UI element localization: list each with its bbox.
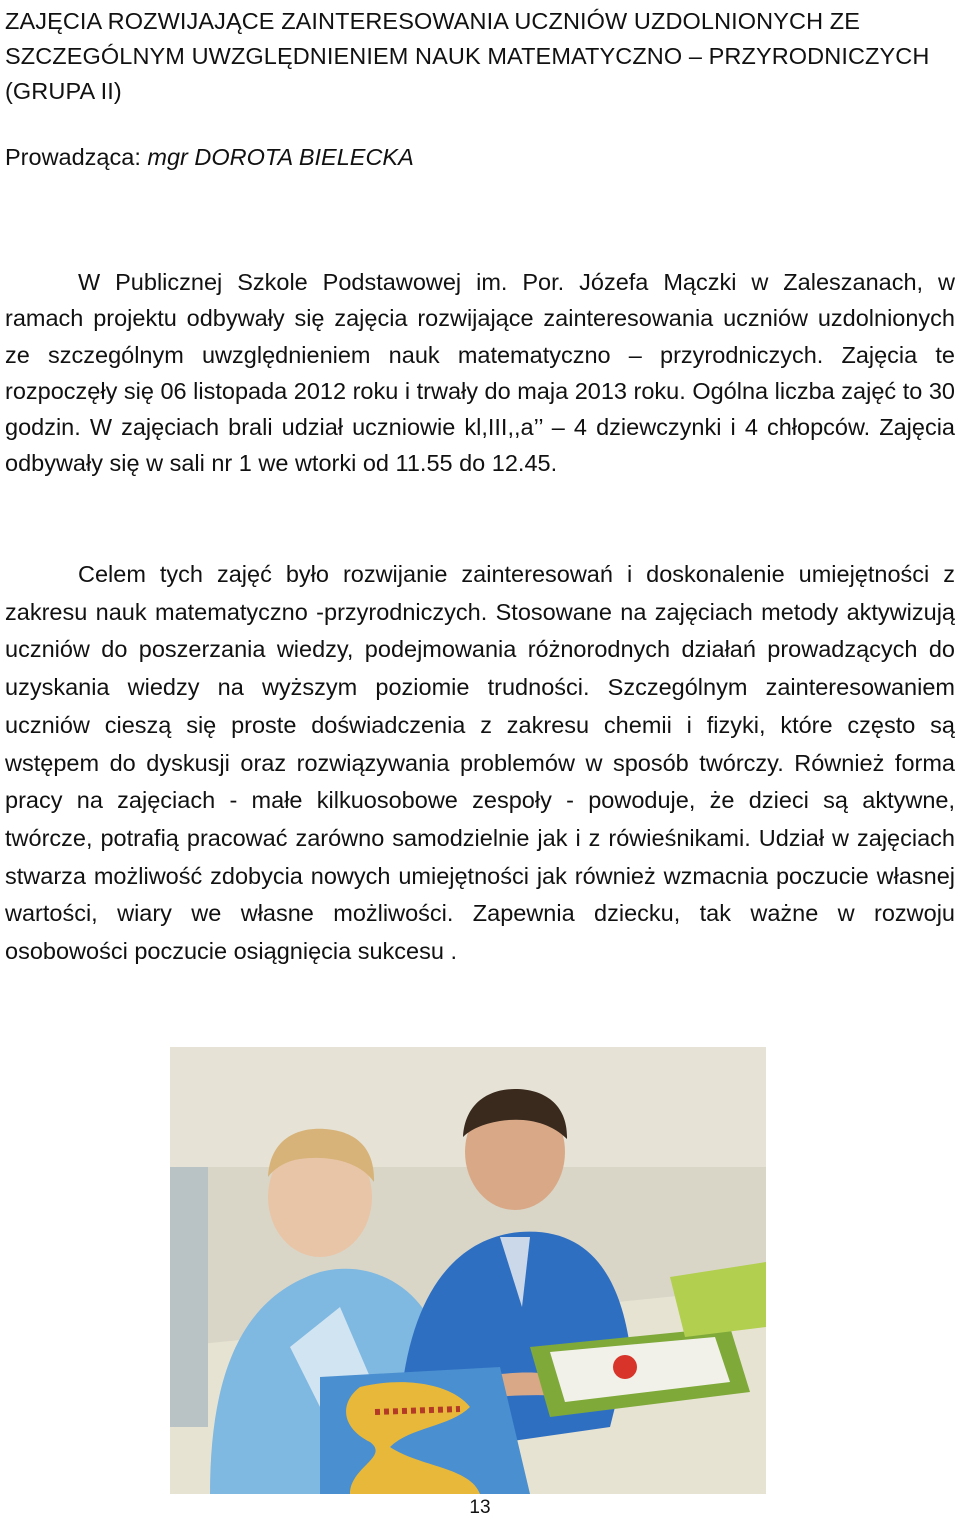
instructor-label: Prowadząca:	[5, 144, 141, 170]
instructor-name: mgr DOROTA BIELECKA	[147, 144, 414, 170]
instructor-line	[5, 140, 414, 174]
page-title: ZAJĘCIA ROZWIJAJĄCE ZAINTERESOWANIA UCZNIÓW UZDOLNIONYCH ZE SZCZEGÓLNYM UWZGLĘDNIENIEM NAUK MATEMATYCZNO – PRZYRODNICZYCH (GRUPA II)	[5, 8, 930, 104]
paragraph-intro	[5, 264, 955, 482]
paragraph-goals	[5, 556, 955, 971]
classroom-photo-illustration	[170, 1047, 766, 1494]
classroom-photo	[170, 1047, 766, 1494]
paragraph-goals-text: Celem tych zajęć było rozwijanie zainteresowań i doskonalenie umiejętności z zakresu nauk matematyczno -przyrodniczych. Stosowane na zajęciach metody aktywizują uczniów do poszerzania wiedzy, podejmowania różnorodnych działań prowadzących do uzyskania wiedzy na wyższym poziomie trudności. Szczególnym zainteresowaniem uczniów cieszą się proste doświadczenia z zakresu chemii i fizyki, które często są wstępem do dyskusji oraz rozwiązywania problemów w sposób twórczy. Również forma pracy na zajęciach - małe kilkuosobowe zespoły - powoduje, że dzieci są aktywne, twórcze, potrafią pracować zarówno samodzielnie jak i z rówieśnikami. Udział w zajęciach stwarza możliwość zdobycia nowych umiejętności jak również wzmacnia poczucie własnej wartości, wiary we własne możliwości. Zapewnia dziecku, tak ważne w rozwoju osobowości poczucie osiągnięcia sukcesu .	[5, 561, 955, 965]
paragraph-intro-text: W Publicznej Szkole Podstawowej im. Por. Józefa Mączki w Zaleszanach, w ramach projektu odbywały się zajęcia rozwijające zainteresowania uczniów uzdolnionych ze szczególnym uwzględnieniem nauk matematyczno – przyrodniczych. Zajęcia te rozpoczęły się 06 listopada 2012 roku i trwały do maja 2013 roku. Ogólna liczba zajęć to 30 godzin. W zajęciach brali udział uczniowie kl,III,,a’’ – 4 dziewczynki i 4 chłopców. Zajęcia odbywały się w sali nr 1 we wtorki od 11.55 do 12.45.	[5, 269, 955, 477]
page-number: 13	[469, 1497, 491, 1518]
